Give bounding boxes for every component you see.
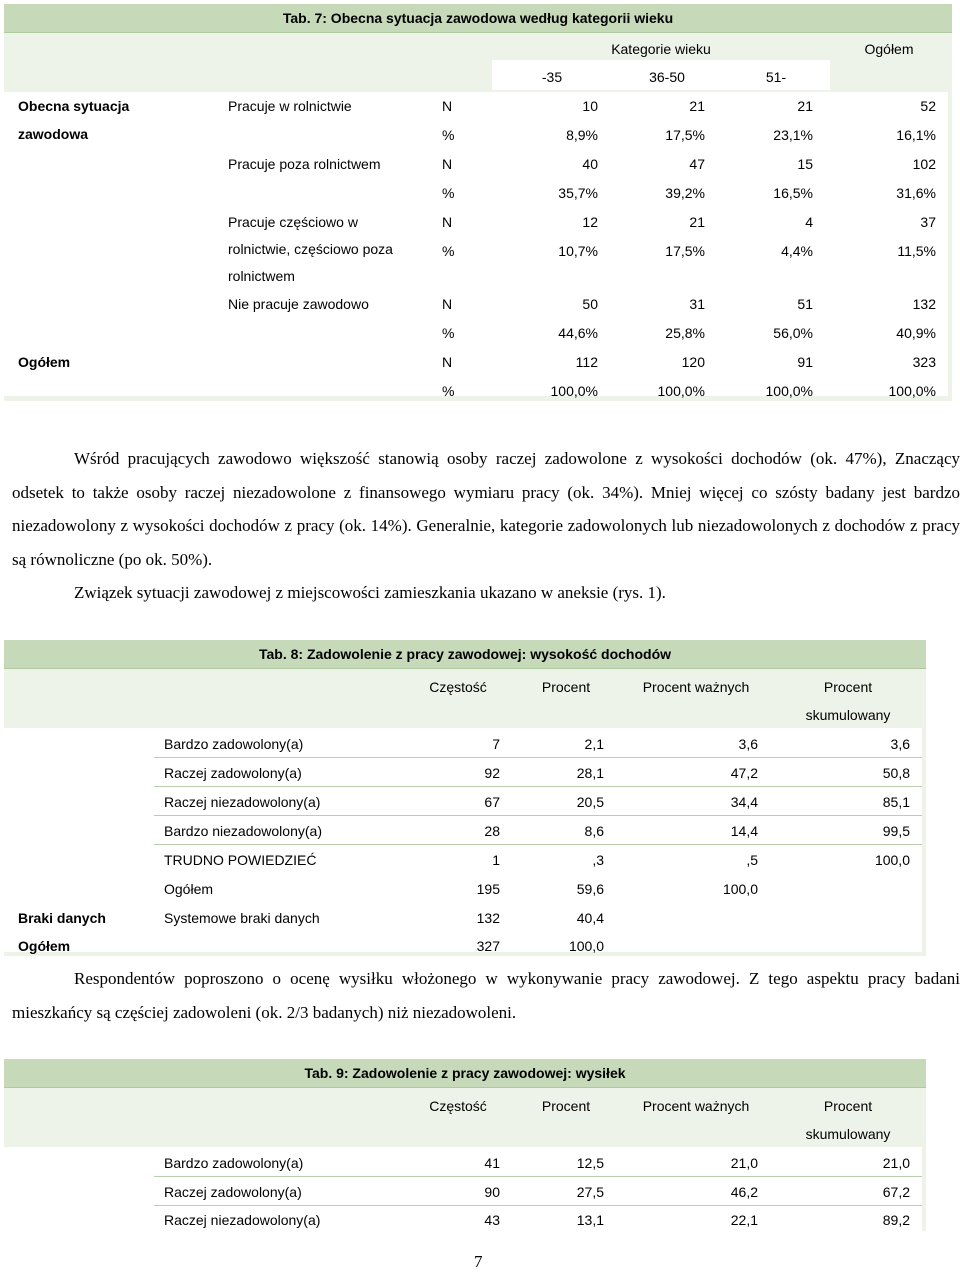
category-label: Pracuje w rolnictwie <box>228 98 352 114</box>
cell: 120 <box>681 354 705 370</box>
cell: 37 <box>920 214 936 230</box>
cell: 16,1% <box>896 127 936 143</box>
page-number: 7 <box>474 1252 483 1271</box>
cell: 50,8 <box>882 765 910 781</box>
cell: 3,6 <box>738 736 758 752</box>
cell: 100,0 <box>568 938 604 954</box>
n-label: N <box>442 98 453 114</box>
row-label: Bardzo zadowolony(a) <box>164 736 304 752</box>
paragraph-2-text: Związek sytuacji zawodowej z miejscowości zamieszkania ukazano w aneksie (rys. 1). <box>74 583 666 602</box>
table-7 <box>4 4 952 401</box>
header-procent-skum: Procent <box>823 679 873 695</box>
cell: 17,5% <box>665 127 705 143</box>
cell: 100,0% <box>550 383 598 399</box>
pct-label: % <box>442 243 455 259</box>
cell: 10,7% <box>558 243 598 259</box>
row-divider <box>154 844 922 845</box>
table-7-title: Tab. 7: Obecna sytuacja zawodowa według kategorii wieku <box>4 4 952 33</box>
header-procent-skum: Procent <box>823 1098 873 1114</box>
age-col-3: 51- <box>765 69 787 85</box>
row-label: Raczej niezadowolony(a) <box>164 1212 321 1228</box>
cell: 28,1 <box>576 765 604 781</box>
cell: 112 <box>575 354 598 370</box>
table-8 <box>4 640 926 956</box>
cell: 14,4 <box>730 823 758 839</box>
cell: ,5 <box>746 852 758 868</box>
pct-label: % <box>442 185 455 201</box>
category-label: Nie pracuje zawodowo <box>228 296 369 312</box>
row-divider <box>154 786 922 787</box>
total-label: Ogółem <box>18 938 71 954</box>
table-8-title: Tab. 8: Zadowolenie z pracy zawodowej: wysokość dochodów <box>4 640 926 669</box>
pct-label: % <box>442 383 455 399</box>
row-divider <box>154 1176 922 1177</box>
header-procent: Procent <box>541 1098 591 1114</box>
cell: 100,0% <box>888 383 936 399</box>
cell: 67 <box>484 794 500 810</box>
cell: 40 <box>582 156 598 172</box>
cell: 50 <box>582 296 598 312</box>
cell: 40,9% <box>896 325 936 341</box>
age-col-2: 36-50 <box>649 69 685 85</box>
cell: 31,6% <box>896 185 936 201</box>
cell: 23,1% <box>773 127 813 143</box>
cell: 35,7% <box>558 185 598 201</box>
n-label: N <box>442 296 453 312</box>
cell: 21 <box>797 98 813 114</box>
paragraph-3 <box>12 962 960 1029</box>
cell: 100,0% <box>657 383 705 399</box>
pct-label: % <box>442 325 455 341</box>
cell: 51 <box>797 296 813 312</box>
cell: 4 <box>805 214 813 230</box>
cell: 90 <box>484 1184 500 1200</box>
cell: 43 <box>484 1212 500 1228</box>
cell: 85,1 <box>882 794 910 810</box>
age-col-1: -35 <box>541 69 563 85</box>
cell: 3,6 <box>890 736 910 752</box>
paragraph-3-text: Respondentów poproszono o ocenę wysiłku włożonego w wykonywanie pracy zawodowej. Z tego aspektu pracy badani mieszkańcy są częściej zadowoleni (ok. 2/3 badanych) niż niezadowoleni. <box>12 969 960 1022</box>
cell: 31 <box>689 296 705 312</box>
cell: 1 <box>492 852 500 868</box>
category-label: Pracuje częściowo w <box>228 214 358 230</box>
cell: 56,0% <box>773 325 813 341</box>
row-label: Raczej zadowolony(a) <box>164 765 302 781</box>
table-9-title: Tab. 9: Zadowolenie z pracy zawodowej: wysiłek <box>4 1059 926 1088</box>
cell: 11,5% <box>897 243 936 259</box>
cell: 21,0 <box>730 1155 758 1171</box>
cell: 100,0% <box>765 383 813 399</box>
cell: 7 <box>492 736 500 752</box>
cell: 44,6% <box>558 325 598 341</box>
cell: 28 <box>484 823 500 839</box>
category-label: Pracuje poza rolnictwem <box>228 156 381 172</box>
row-label: Ogółem <box>164 881 214 897</box>
table-9 <box>4 1059 926 1231</box>
cell: 8,6 <box>584 823 604 839</box>
row-label: TRUDNO POWIEDZIEĆ <box>164 852 317 868</box>
cell: ,3 <box>592 852 604 868</box>
n-label: N <box>442 156 453 172</box>
cell: 52 <box>920 98 936 114</box>
row-label: Systemowe braki danych <box>164 910 320 926</box>
cell: 39,2% <box>665 185 705 201</box>
cell: 100,0 <box>874 852 910 868</box>
row-group-label: Obecna sytuacja <box>18 98 130 114</box>
row-label: Raczej zadowolony(a) <box>164 1184 302 1200</box>
cell: 17,5% <box>665 243 705 259</box>
header-skumulowany: skumulowany <box>805 707 891 723</box>
pct-label: % <box>442 127 455 143</box>
cell: 12,5 <box>576 1155 604 1171</box>
cell: 16,5% <box>773 185 813 201</box>
cell: 25,8% <box>665 325 705 341</box>
row-divider <box>154 1205 922 1206</box>
cell: 40,4 <box>576 910 604 926</box>
cell: 100,0 <box>722 881 758 897</box>
cell: 47 <box>689 156 705 172</box>
row-divider <box>154 815 922 816</box>
cell: 47,2 <box>730 765 758 781</box>
category-label: rolnictwie, częściowo poza <box>228 241 393 257</box>
cell: 91 <box>797 354 813 370</box>
row-group-label-2: zawodowa <box>18 126 89 142</box>
cell: 327 <box>476 938 500 954</box>
row-label: Raczej niezadowolony(a) <box>164 794 321 810</box>
header-procent-waznych: Procent ważnych <box>642 1098 750 1114</box>
cell: 13,1 <box>576 1212 604 1228</box>
cell: 4,4% <box>781 243 813 259</box>
cell: 21,0 <box>882 1155 910 1171</box>
header-procent-waznych: Procent ważnych <box>642 679 750 695</box>
cell: 22,1 <box>730 1212 758 1228</box>
paragraph-1-text: Wśród pracujących zawodowo większość stanowią osoby raczej zadowolone z wysokości dochodów (ok. 47%), Znaczący odsetek to także osoby raczej niezadowolone z finansowego wymiaru pracy (ok. 34%). Mniej więcej co szósty badany jest bardzo niezadowolony z wysokości dochodów z pracy (ok. 14%). Generalnie, kategorie zadowolonych lub niezadowolonych z dochodów z pracy są równoliczne (po ok. 50%). <box>12 449 960 569</box>
header-czestosc: Częstość <box>429 679 487 695</box>
ogolem-header: Ogółem <box>864 41 914 57</box>
cell: 46,2 <box>730 1184 758 1200</box>
row-label: Bardzo zadowolony(a) <box>164 1155 304 1171</box>
cell: 132 <box>912 296 936 312</box>
missing-group-label: Braki danych <box>18 910 106 926</box>
cell: 20,5 <box>576 794 604 810</box>
cell: 10 <box>582 98 598 114</box>
n-label: N <box>442 214 453 230</box>
cell: 195 <box>476 881 500 897</box>
cell: 67,2 <box>882 1184 910 1200</box>
paragraph-1 <box>12 442 960 610</box>
cell: 12 <box>582 214 598 230</box>
cell: 89,2 <box>882 1212 910 1228</box>
cell: 21 <box>689 98 705 114</box>
cell: 132 <box>476 910 500 926</box>
category-label: rolnictwem <box>228 268 295 284</box>
cell: 99,5 <box>882 823 910 839</box>
cell: 323 <box>912 354 936 370</box>
cell: 41 <box>484 1155 500 1171</box>
header-procent: Procent <box>541 679 591 695</box>
cell: 21 <box>689 214 705 230</box>
header-czestosc: Częstość <box>429 1098 487 1114</box>
cell: 15 <box>797 156 813 172</box>
header-skumulowany: skumulowany <box>805 1126 891 1142</box>
cell: 59,6 <box>576 881 604 897</box>
n-label: N <box>442 354 453 370</box>
cell: 27,5 <box>576 1184 604 1200</box>
cell: 102 <box>912 156 936 172</box>
row-label: Bardzo niezadowolony(a) <box>164 823 322 839</box>
kategorie-wieku-header: Kategorie wieku <box>611 41 711 57</box>
cell: 34,4 <box>730 794 758 810</box>
row-divider <box>154 757 922 758</box>
cell: 2,1 <box>584 736 604 752</box>
cell: 92 <box>484 765 500 781</box>
cell: 8,9% <box>566 127 598 143</box>
total-label: Ogółem <box>18 354 71 370</box>
